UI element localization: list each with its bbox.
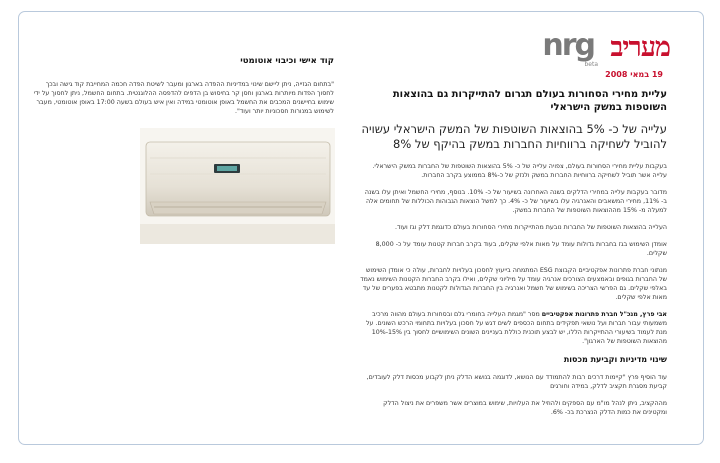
nrg-maariv-logo[interactable] (540, 28, 670, 68)
sidebar-box (29, 56, 334, 116)
article-headline: עליית מחירי הסחורות בעולם תגרום להתייקרות גם בהוצאות השוטפות במשק הישראלי (392, 89, 667, 113)
article-paragraph: עוד הוסיף פרץ "קיימות דרכים רבות להתמודד עם הנושא, לדוגמה בנושא הדלק ניתן לקבוע מכסות דלק לעובדים, קביעת מסגרת תקציב לדלק, במידה וחורגים (366, 374, 667, 390)
article-paragraph: העלייה בהוצאות השוטפות של החברות נובעת מהתייקרות מחירי הסחורות בעולם כדוגמת דלק וגז ועוד. (394, 224, 667, 231)
article-paragraph: אומדן השימוש בגז בחברות גדולות עומד על מאות אלפי שקלים, בעוד בקרב חברות קטנות עומד על כ- 8,000 שקלים. (375, 241, 667, 257)
publish-date: 19 במאי 2008 (605, 70, 663, 79)
article-subheadline: עלייה של כ- 5% בהוצאות השוטפות של המשק הישראלי עשויה להוביל לשחיקה ברווחיות החברות במשק בהיקף של 8% (361, 122, 667, 151)
quote-text: מסר "מגמת העלייה בחומרי גלם ובסחורות בעולם מהווה מרכיב משמעותי עבור חברות ועל נושאי תפקידים בתחום הכספים לשים דגש על חסכון בעלויות בתחומי הרכש השונים. על מנת לעמוד בשיעורי ההתייקרות הללו, יש לבצע תוכנית כוללת בעניינים השונים השימושיים לחסוך בין 15%-10% מהוצאות השוטפות של הארגון". (365, 311, 667, 345)
sidebar-title: קוד אישי וכיבוי אוטומטי (240, 56, 334, 66)
logo-hebrew: מעריב (610, 32, 670, 63)
air-conditioner-image (140, 128, 335, 244)
article-body (360, 88, 667, 425)
logo-beta: beta (584, 61, 598, 68)
sidebar-text: "בתחום הגזייה, ניתן ליישם שינוי במדיניות ההפדה בארגון ומעבר לשיטת הפדה חכמה המחייבת קוד גישה ובכך לחסוך הפדות מיותרות בארגון וחסן קר בחיסוש בן הדפים להדפסה ההלוגנטית. בתחום החשמל, ניתן לחסוך על ידי שימוש בחיישנים המכבים את החשמל באופן אוטומטי במידה ואין איש בעולם בשעה 17:00 באופן אוטומטי, מעבר לשימוש במנורות חסכוניות יותר ועוד". (33, 81, 334, 115)
quote-author: אבי פרץ, מנכ"ל חברת פתרונות אפקטיביים (541, 311, 667, 318)
section-title: שינוי מדיניות וקביעת מכסות (563, 355, 667, 364)
article-quote (360, 310, 667, 346)
article-paragraph: מההקציב, ניתן לנהל מו"מ עם הספקים ולהוזיל את העלויות, שימוש במוצרים אשר משפרים את ניצול הדלק ומקטינים את כמות הדלק הנצרכת בכ- 6%. (383, 400, 667, 416)
logo-latin: nrg (542, 28, 594, 63)
article-paragraph: מנתוני חברת פתרונות אפקטיביים הקבוצת ESG המתמחה בייעוץ לחסכון בעלויות לחברות, עולה כי אומדן השימוש של החברות בגופים ובאמצעים הצורכים אנרגיה עומד על מיליוני שקלים, ואילו בקרב החברות הקטנות השימוש נאמד באלפי שקלים. גם הפרשי הצריכה בשימוש של חשמל ואנרגיה בין החברות הגדולות לקטנות מתבטא בפערים של עד מאות אלפי שקלים. (360, 267, 667, 301)
article-paragraph: בעקבות עליית מחירי הסחורות בעולם, צפויה עלייה של כ- 5% בהוצאות השוטפות של החברות במשק הישראלי. עלייה אשר תוביל לשחיקה ברווחיות החברות במשק ולנזק של כ-8% בממוצע בקרב החברות. (372, 163, 667, 179)
article-paragraph: מדובר בעקבות עלייה במחירי הדלקים בשנה האחרונה בשיעור של כ- 10%. בנוסף, מחירי החשמל ואיתן עלו בשנה ב- 11%, מחירי המשאבים והאנרגיה עלו בשיעור של כ- 4%. כך למשל הוצאות הגבוהות הכוללות של תחומים אלה למעלה מ- 15% מההוצאות השוטפות של החברות במשק. (364, 189, 667, 214)
